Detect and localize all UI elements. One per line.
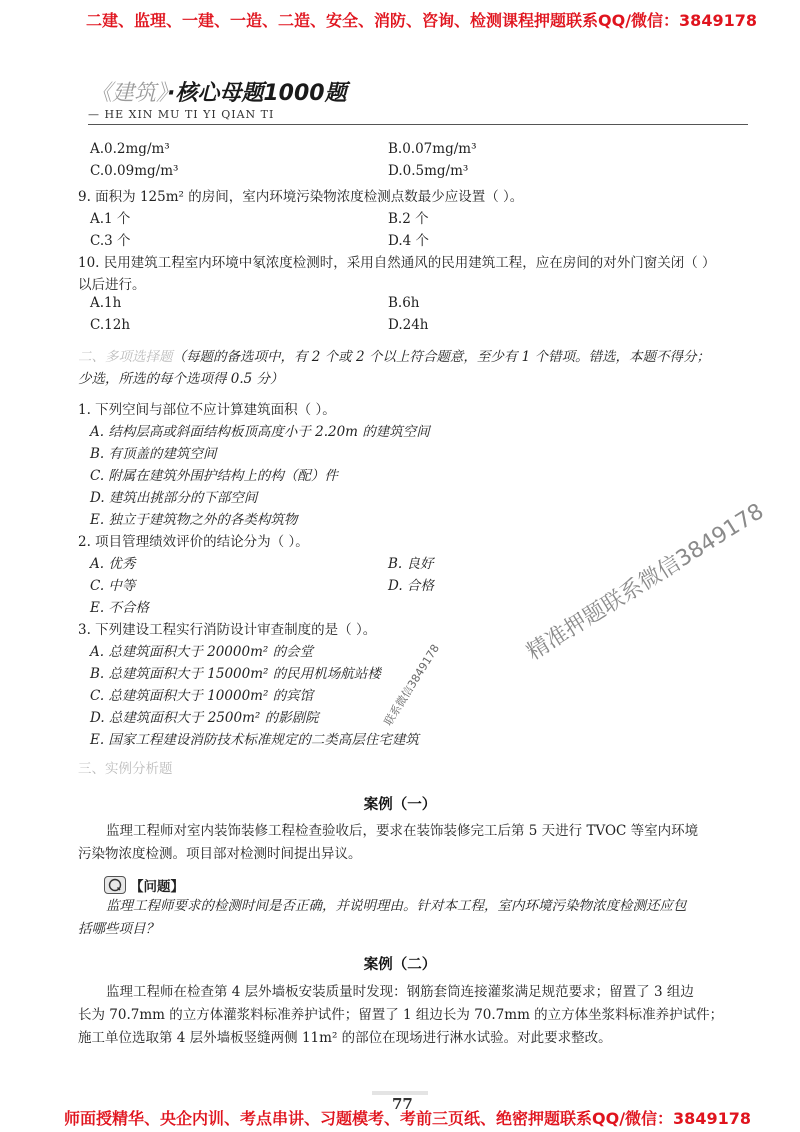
mq3-option-a: A. 总建筑面积大于 20000m² 的会堂 [90,644,314,660]
q9-option-b: B.2 个 [388,211,429,227]
section-2-note-line-2: 少选，所选的每个选项得 0.5 分） [78,371,284,387]
mq3-option-b: B. 总建筑面积大于 15000m² 的民用机场航站楼 [90,666,381,682]
mq2-option-d: D. 合格 [388,578,434,594]
watermark-small: 联系微信3849178 [381,642,443,728]
q10-stem-line-2: 以后进行。 [78,277,146,293]
q9-stem: 9. 面积为 125m² 的房间，室内环境污染物浓度检测点数最少应设置（ ）。 [78,189,524,205]
mq1-option-e: E. 独立于建筑物之外的各类构筑物 [90,512,298,528]
case-1-para-line-2: 污染物浓度检测。项目部对检测时间提出异议。 [78,846,362,862]
q8-option-c: C.0.09mg/m³ [90,163,179,179]
mq2-stem: 2. 项目管理绩效评价的结论分为（ ）。 [78,534,309,550]
case-2-title: 案例（二） [363,956,437,973]
mq1-option-d: D. 建筑出挑部分的下部空间 [90,490,258,506]
mq3-option-e: E. 国家工程建设消防技术标准规定的二类高层住宅建筑 [90,732,419,748]
mq3-option-c: C. 总建筑面积大于 10000m² 的宾馆 [90,688,314,704]
case-1-paragraph [78,820,758,866]
case-1-question-line-1: 监理工程师要求的检测时间是否正确，并说明理由。针对本工程，室内环境污染物浓度检测还应包 [106,898,687,914]
q8-option-d: D.0.5mg/m³ [388,163,469,179]
mq2-option-c: C. 中等 [90,578,136,594]
brand-faded-text: 《建筑》 [90,81,168,106]
header-divider [88,124,748,125]
case-1-para-line-1: 监理工程师对室内装饰装修工程检查验收后，要求在装饰装修完工后第 5 天进行 TVOC 等室内环境 [106,823,699,839]
q10-option-a: A.1h [90,295,122,311]
q8-option-a: A.0.2mg/m³ [90,141,170,157]
mq3-stem: 3. 下列建设工程实行消防设计审查制度的是（ ）。 [78,622,377,638]
q9-option-a: A.1 个 [90,211,131,227]
case-2-para-line-2: 长为 70.7mm 的立方体灌浆料标准养护试件；留置了 1 组边长为 70.7mm 的立方体坐浆料标准养护试件； [78,1007,724,1023]
q9-option-c: C.3 个 [90,233,131,249]
top-promo-banner: 二建、监理、一建、一造、二造、安全、消防、咨询、检测课程押题联系QQ/微信：3849178 [86,11,757,30]
case-2-para-line-1: 监理工程师在检查第 4 层外墙板安装质量时发现：钢筋套筒连接灌浆满足规范要求；留置了 3 组边 [106,984,694,1000]
section-2-note-line-1: （每题的备选项中，有 2 个或 2 个以上符合题意，至少有 1 个错项。错选，本题不得分； [172,349,711,365]
mq1-stem: 1. 下列空间与部位不应计算建筑面积（ ）。 [78,402,336,418]
watermark-large: 精准押题联系微信3849178 [522,499,769,666]
q10-option-d: D.24h [388,317,429,333]
mq2-option-b: B. 良好 [388,556,434,572]
mq2-option-a: A. 优秀 [90,556,136,572]
case-1-question-label: 【问题】 [130,879,184,895]
mq1-option-a: A. 结构层高或斜面结构板顶高度小于 2.20m 的建筑空间 [90,424,430,440]
book-subtitle: — HE XIN MU TI YI QIAN TI [88,108,275,121]
mq3-option-d: D. 总建筑面积大于 2500m² 的影剧院 [90,710,319,726]
q9-option-d: D.4 个 [388,233,430,249]
section-2-title: 二、多项选择题 [78,349,173,365]
case-1-question-line-2: 括哪些项目？ [78,921,159,937]
case-2-para-line-3: 施工单位选取第 4 层外墙板竖缝两侧 11m² 的部位在现场进行淋水试验。对此要求整改。 [78,1030,612,1046]
page-number: 77 [392,1095,413,1113]
q10-stem-line-1: 10. 民用建筑工程室内环境中氡浓度检测时，采用自然通风的民用建筑工程，应在房间的对外门窗关闭（ ） [78,255,716,271]
book-brand-title [90,76,347,107]
bottom-promo-banner: 师面授精华、央企内训、考点串讲、习题模考、考前三页纸、绝密押题联系QQ/微信：3849178 [64,1109,751,1128]
case-1-title: 案例（一） [363,796,437,813]
q8-option-b: B.0.07mg/m³ [388,141,477,157]
case-2-paragraph [78,981,758,1050]
mq1-option-b: B. 有顶盖的建筑空间 [90,446,217,462]
q10-option-c: C.12h [90,317,131,333]
brand-main-text: ·核心母题1000题 [167,81,347,106]
case-1-question [78,895,758,941]
question-icon [104,876,126,894]
mq2-option-e: E. 不合格 [90,600,149,616]
mq1-option-c: C. 附属在建筑外围护结构上的构（配）件 [90,468,338,484]
q10-option-b: B.6h [388,295,420,311]
section-3-title: 三、实例分析题 [78,761,173,777]
section-2-header [78,345,710,365]
